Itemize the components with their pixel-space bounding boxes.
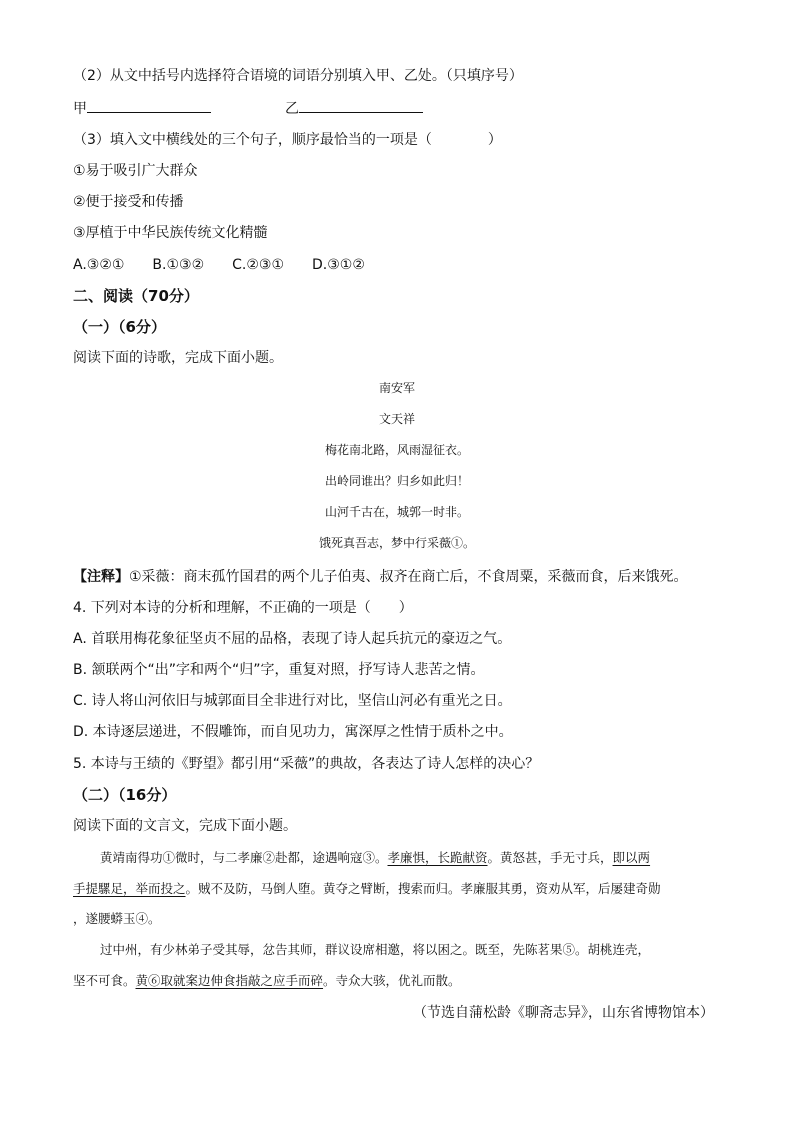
poem-line-4: 饿死真吾志，梦中行采薇①。 xyxy=(318,536,475,550)
q4-stem: 4. 下列对本诗的分析和理解，不正确的一项是（ ） xyxy=(73,600,413,616)
poem-line-2: 出岭同谁出？归乡如此归！ xyxy=(324,474,469,488)
q4-option-b: B. 颔联两个“出”字和两个“归”字，重复对照，抒写诗人悲苦之情。 xyxy=(73,662,485,678)
note-label: 【注释】 xyxy=(73,569,129,585)
q3-sentence-1: ①易于吸引广大群众 xyxy=(73,163,198,179)
poem-note xyxy=(73,567,688,587)
note-text: ①采薇：商末孤竹国君的两个儿子伯夷、叔齐在商亡后，不食周粟，采薇而食，后来饿死。 xyxy=(129,569,688,585)
classic-line-1 xyxy=(100,849,650,867)
underlined-sentence-1: 孝廉惧，长跪献资 xyxy=(387,850,488,865)
classic-text: 黄靖南得功①微时，与二孝廉②赴都，途遇响寇③。 xyxy=(100,850,388,865)
underlined-sentence-2: 即以两 xyxy=(612,850,651,865)
jia-blank[interactable] xyxy=(87,98,211,113)
q5-stem: 5. 本诗与王绩的《野望》都引用“采薇”的典故，各表达了诗人怎样的决心？ xyxy=(73,756,540,772)
classic-line-5 xyxy=(73,972,461,990)
jia-label: 甲 xyxy=(73,101,87,117)
q3-sentence-2: ②便于接受和传播 xyxy=(73,194,184,210)
q3-sentence-3: ③厚植于中华民族传统文化精髓 xyxy=(73,225,268,241)
classic-source: （节选自蒲松龄《聊斋志异》，山东省博物馆本） xyxy=(413,1005,714,1021)
yi-label: 乙 xyxy=(285,101,299,117)
part-2-title: （二）（16分） xyxy=(73,786,177,804)
classic-line-2 xyxy=(73,880,661,898)
underlined-sentence-3: 黄⑥取就案边伸食指敲之应手而碎 xyxy=(135,973,324,988)
poem-line-3: 山河千古在，城郭一时非。 xyxy=(324,505,469,519)
q3-options: A.③②① B.①③② C.②③① D.③①② xyxy=(73,257,365,273)
classic-line-3: ，遂腰蟒玉④。 xyxy=(73,911,161,926)
q2-prompt: （2）从文中括号内选择符合语境的词语分别填入甲、乙处。（只填序号） xyxy=(73,68,523,84)
yi-blank[interactable] xyxy=(299,98,423,113)
poem-title: 南安军 xyxy=(378,381,415,395)
q4-option-c: C. 诗人将山河依旧与城郭面目全非进行对比，坚信山河必有重光之日。 xyxy=(73,693,512,709)
classic-text: 。寺众大骇，优礼而散。 xyxy=(323,973,461,988)
underlined-sentence-2-cont: 手提騾足，举而投之 xyxy=(73,881,186,896)
part-1-title: （一）（6分） xyxy=(73,318,166,336)
classic-text: 坚不可食。 xyxy=(73,973,136,988)
classic-line-4: 过中州，有少林弟子受其辱，忿告其师，群议设席相邀，将以困之。既至，先陈茗果⑤。胡桃连壳， xyxy=(100,942,651,957)
classic-text: 。贼不及防，马倒人堕。黄夺之臂断，搜索而归。孝廉服其勇，资劝从军，后屡建奇勋 xyxy=(185,881,661,896)
part-2-instruction: 阅读下面的文言文，完成下面小题。 xyxy=(73,818,297,834)
poem-author: 文天祥 xyxy=(378,412,415,426)
q2-answer-line xyxy=(73,98,423,119)
q4-option-d: D. 本诗逐层递进，不假雕饰，而自见功力，寓深厚之性情于质朴之中。 xyxy=(73,724,513,740)
q3-prompt: （3）填入文中横线处的三个句子，顺序最恰当的一项是（ ） xyxy=(73,132,502,148)
q4-option-a: A. 首联用梅花象征坚贞不屈的品格，表现了诗人起兵抗元的豪迈之气。 xyxy=(73,631,512,647)
poem-line-1: 梅花南北路，风雨湿征衣。 xyxy=(324,443,469,457)
part-1-instruction: 阅读下面的诗歌，完成下面小题。 xyxy=(73,350,283,366)
classic-text: 。黄怒甚，手无寸兵， xyxy=(487,850,613,865)
section-2-title: 二、阅读（70分） xyxy=(73,287,199,305)
